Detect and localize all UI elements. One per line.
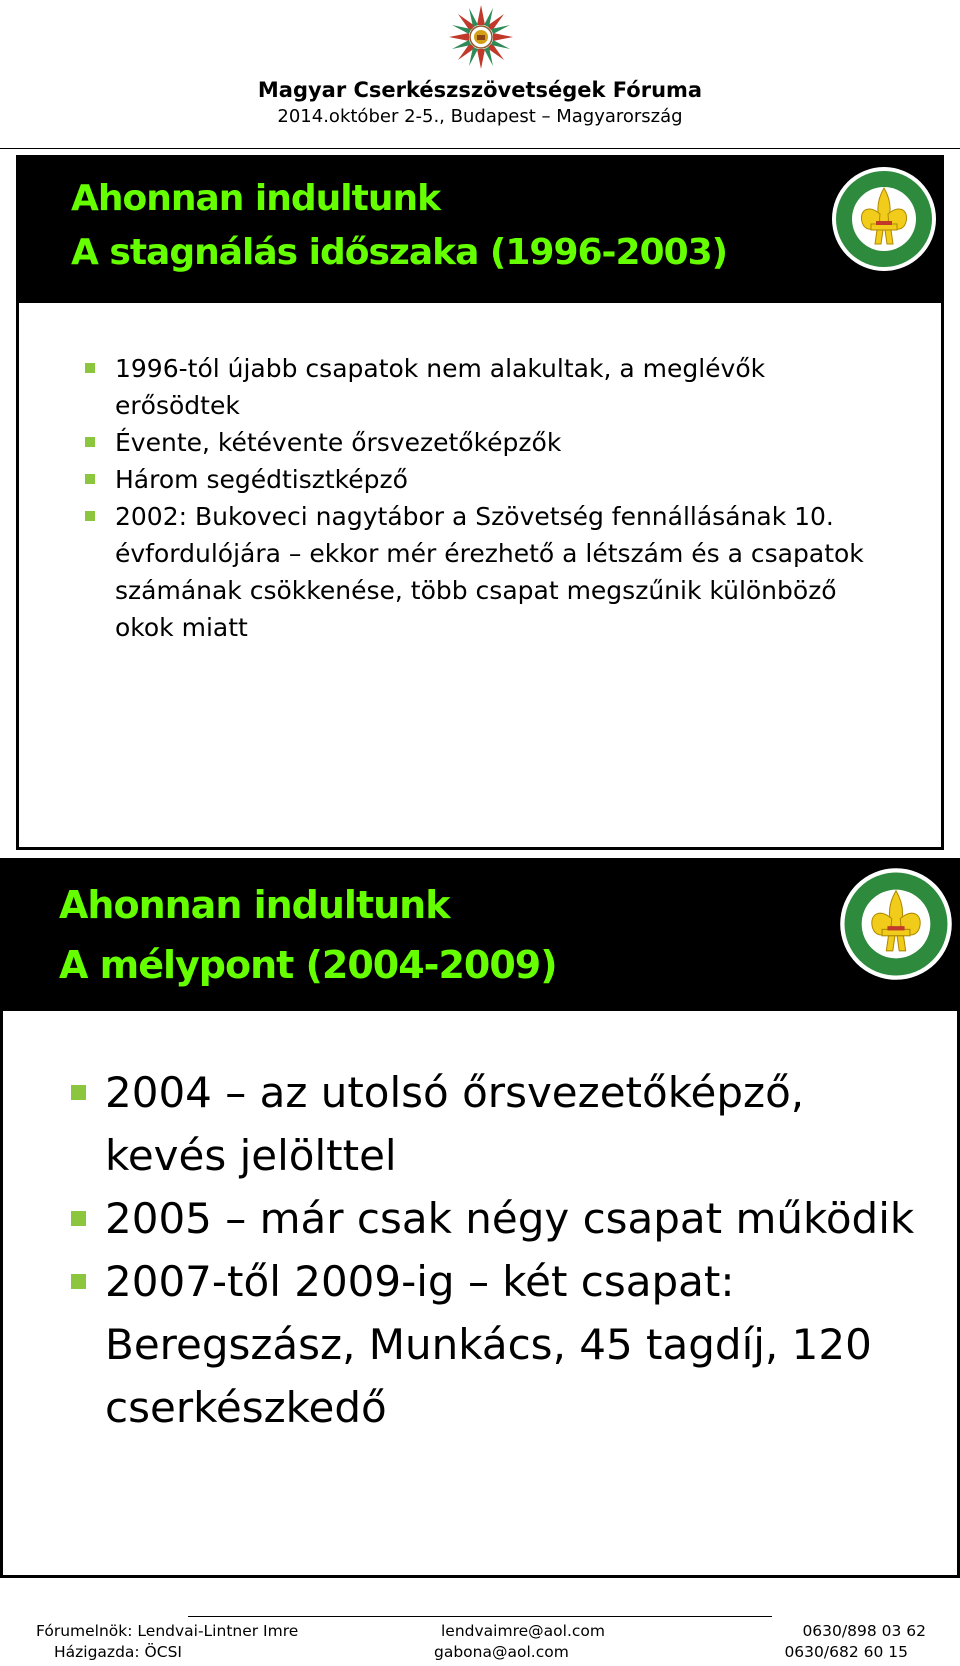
footer-divider	[188, 1616, 772, 1617]
footer-host: Házigazda: ÖCSI	[54, 1643, 182, 1661]
forum-date-location: 2014.október 2-5., Budapest – Magyarország	[277, 106, 683, 127]
scout-association-logo-icon	[829, 164, 939, 274]
list-item: 2005 – már csak négy csapat működik	[67, 1187, 927, 1250]
list-item: 1996-tól újabb csapatok nem alakultak, a meglévők erősödtek	[81, 350, 891, 424]
bullet-square-icon	[85, 474, 95, 484]
slide-2-title-line2: A mélypont (2004-2009)	[59, 943, 557, 987]
list-item: Évente, kétévente őrsvezetőképzők	[81, 424, 891, 461]
slide-1-title-line1: Ahonnan indultunk	[71, 178, 441, 219]
bullet-square-icon	[71, 1085, 86, 1100]
slide-2-title-bar	[3, 861, 957, 1011]
footer-host-email-link[interactable]: gabona@aol.com	[434, 1643, 569, 1661]
footer-president-phone: 0630/898 03 62	[802, 1622, 926, 1640]
slide-2	[0, 858, 960, 1578]
header-divider	[0, 148, 960, 149]
forum-title: Magyar Cserkészszövetségek Fóruma	[257, 78, 703, 102]
slide-1-bullet-list	[81, 350, 891, 646]
slide-1-title-line2: A stagnálás időszaka (1996-2003)	[71, 232, 728, 273]
slide-2-title-line1: Ahonnan indultunk	[59, 883, 450, 927]
list-item: Három segédtisztképző	[81, 461, 891, 498]
scout-association-logo-icon	[837, 865, 955, 983]
forum-emblem-icon	[444, 4, 518, 70]
bullet-square-icon	[85, 363, 95, 373]
list-item: 2007-től 2009-ig – két csapat: Beregszász, Munkács, 45 tagdíj, 120 cserkészkedő	[67, 1250, 927, 1439]
bullet-square-icon	[85, 511, 95, 521]
list-item: 2004 – az utolsó őrsvezetőképző, kevés jelölttel	[67, 1061, 927, 1187]
bullet-square-icon	[71, 1274, 86, 1289]
slide-2-bullet-list	[67, 1061, 927, 1439]
list-item: 2002: Bukoveci nagytábor a Szövetség fennállásának 10. évfordulójára – ekkor mér érezhető a létszám és a csapatok számának csökkenése, több csapat megszűnik különböző okok miatt	[81, 498, 891, 646]
slide-1	[16, 155, 944, 850]
footer-president: Fórumelnök: Lendvai-Lintner Imre	[36, 1622, 299, 1640]
bullet-square-icon	[71, 1211, 86, 1226]
footer-president-email-link[interactable]: lendvaimre@aol.com	[441, 1622, 605, 1640]
slide-1-title-bar	[19, 158, 941, 303]
footer-host-phone: 0630/682 60 15	[784, 1643, 908, 1661]
bullet-square-icon	[85, 437, 95, 447]
